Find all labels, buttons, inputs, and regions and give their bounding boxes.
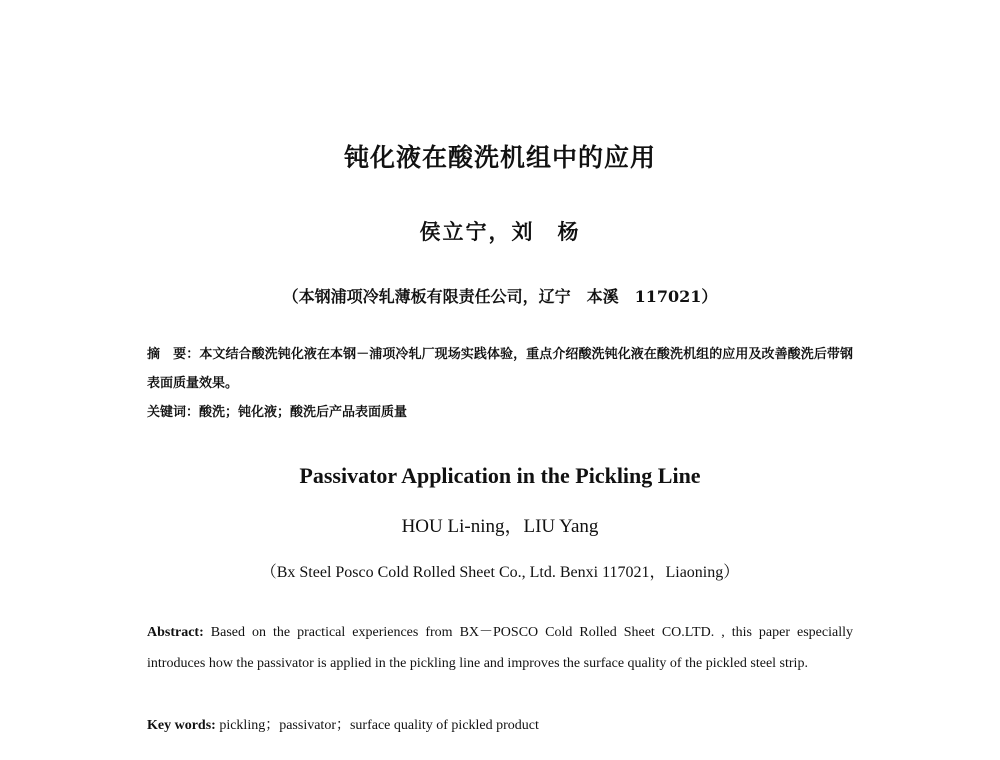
chinese-keywords <box>147 398 853 427</box>
english-keywords <box>147 710 853 741</box>
english-keywords-text: pickling；passivator；surface quality of pickled product <box>215 718 539 733</box>
chinese-affiliation: （本钢浦项冷轧薄板有限责任公司，辽宁 本溪 117021） <box>282 287 718 306</box>
chinese-keywords-label: 关键词： <box>147 405 200 420</box>
english-keywords-label: Key words: <box>147 718 216 733</box>
chinese-abstract-label: 摘 要： <box>147 347 200 362</box>
chinese-abstract-text: 本文结合酸洗钝化液在本钢－浦项冷轧厂现场实践体验，重点介绍酸洗钝化液在酸洗机组的应用及改善酸洗后带钢表面质量效果。 <box>147 347 853 391</box>
chinese-authors: 侯立宁，刘 杨 <box>419 219 581 244</box>
english-title: Passivator Application in the Pickling Line <box>299 463 701 488</box>
chinese-title: 钝化液在酸洗机组中的应用 <box>343 143 656 172</box>
english-authors: HOU Li-ning，LIU Yang <box>401 516 599 537</box>
english-affiliation: （Bx Steel Posco Cold Rolled Sheet Co., Ltd. Benxi 117021，Liaoning） <box>260 564 740 581</box>
chinese-abstract <box>147 340 853 398</box>
english-abstract-label: Abstract: <box>147 625 204 640</box>
chinese-keywords-text: 酸洗；钝化液；酸洗后产品表面质量 <box>199 405 408 420</box>
english-abstract <box>147 617 853 679</box>
english-abstract-text: Based on the practical experiences from BX－POSCO Cold Rolled Sheet CO.LTD. , this paper especially introduces how the passivator is applied in the pickling line and improves the surface quality of the pickled steel strip. <box>147 625 853 671</box>
